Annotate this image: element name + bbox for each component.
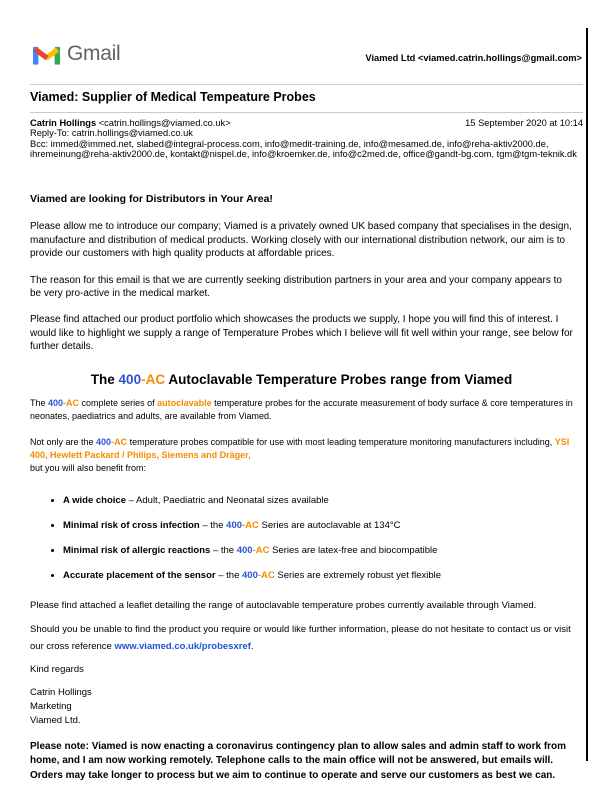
heading-post: Autoclavable Temperature Probes range from Viamed [165, 371, 513, 387]
email-subject: Viamed: Supplier of Medical Tempeature Probes [30, 90, 316, 104]
sender-name: Catrin Hollings [30, 118, 97, 128]
sender-email: <catrin.hollings@viamed.co.uk> [96, 118, 231, 128]
paragraph-compatibility: Not only are the 400-AC temperature probes compatible for use with most leading temperature monitoring manufacturers including, YSI 400, Hewlett Packard / Philips, Siemens and Dräger, but you will also benefit from: [30, 436, 582, 475]
gmail-logo [33, 42, 120, 66]
paragraph-product-portfolio: Please find attached our product portfolio which showcases the products we supply, I hope you will find this of interest. I would like to highlight we supply a range of Temperature Probes which I believe will fit well within your range, see below for further details. [30, 314, 573, 353]
sender-line [30, 118, 583, 128]
kind-regards: Kind regards [30, 664, 84, 676]
signature-block [30, 686, 573, 728]
probes-range-heading [30, 373, 573, 386]
benefits-list [30, 495, 573, 582]
divider-above-subject [30, 84, 583, 85]
gmail-print-header [33, 42, 582, 66]
email-date: 15 September 2020 at 10:14 [465, 118, 583, 128]
email-body [30, 193, 573, 792]
probesxref-link[interactable]: www.viamed.co.uk/probesxref [114, 640, 251, 652]
benefit-from-line: but you will also benefit from: [30, 463, 147, 474]
email-meta-block [30, 118, 583, 160]
note-text: Viamed is now enacting a coronavirus contingency plan to allow sales and admin staff to work from home, and I am now working remotely. Telephone calls to the main office will not be answered, but emails will. Orders may take longer to process but we aim to continue to operate and serve our customers as best we can. [30, 741, 567, 781]
coronavirus-note [30, 740, 573, 783]
heading-ac: -AC [141, 371, 166, 387]
p5-ac: -AC [111, 437, 128, 448]
heading-pre: The [90, 371, 119, 387]
sender-identity [30, 118, 231, 128]
reply-to-line [30, 128, 583, 138]
distributors-heading: Viamed are looking for Distributors in Your Area! [30, 193, 273, 205]
paragraph-introduce-company: Please allow me to introduce our company; Viamed is a privately owned UK based company that specialises in the design, manufacture and distribution of medical products. Working closely with our international distribution network, our aim is to provide our customers with high quality products at affordable prices. [30, 221, 572, 260]
p4-ac: -AC [63, 398, 80, 409]
reply-to-label: Reply-To: [30, 128, 72, 139]
signature-name: Catrin Hollings [30, 687, 92, 699]
p5-400: 400 [96, 437, 112, 448]
manufacturer-brands: YSI 400, Hewlett Packard / Philips, Siemens and Dräger, [30, 437, 570, 461]
gmail-logo-text: Gmail [67, 42, 121, 65]
gmail-m-icon [33, 44, 60, 65]
signature-company: Viamed Ltd. [30, 715, 81, 727]
benefit-allergic-reactions: • Minimal risk of allergic reactions – the 400-AC Series are latex-free and biocompatible [63, 545, 573, 557]
bcc-line [30, 139, 583, 160]
bcc-addresses: immed@immed.net, slabed@integral-process.com, info@medit-training.de, info@mesamed.de, info@reha-aktiv2000.de, ihremeinung@reha-aktiv2000.de, kontakt@nispel.de, info@kroemker.de, info@c2med.de, office@gandt-bg.com, tgm@tgm-teknik.dk [30, 138, 577, 160]
divider-below-subject [30, 112, 583, 113]
paragraph-complete-series: The 400-AC complete series of autoclavable temperature probes for the accurate measurement of body surface & core temperatures in neonates, paediatrics and adults, are available from Viamed. [30, 398, 573, 422]
benefit-sensor-placement: • Accurate placement of the sensor – the 400-AC Series are extremely robust yet flexible [63, 570, 573, 582]
benefit-cross-infection: • Minimal risk of cross infection – the 400-AC Series are autoclavable at 134°C [63, 520, 573, 532]
heading-400: 400 [118, 371, 142, 387]
reply-to-address: catrin.hollings@viamed.co.uk [71, 128, 193, 139]
bcc-label: Bcc: [30, 138, 51, 149]
benefit-wide-choice: • A wide choice – Adult, Paediatric and Neonatal sizes available [63, 495, 573, 507]
paragraph-leaflet: Please find attached a leaflet detailing the range of autoclavable temperature probes currently available through Viamed. [30, 600, 537, 612]
p4-400: 400 [48, 398, 64, 409]
paragraph-cross-reference: Should you be unable to find the product you require or would like further information, please do not hesitate to contact us or visit our cross reference www.viamed.co.uk/probesxref. [30, 623, 571, 652]
signature-role: Marketing [30, 701, 72, 713]
paragraph-reason-for-email: The reason for this email is that we are currently seeking distribution partners in your area and your company appears to be very pro-active in the medical market. [30, 274, 562, 300]
p4-autoclavable: autoclavable [157, 398, 212, 409]
account-identity: Viamed Ltd <viamed.catrin.hollings@gmail.com> [365, 53, 582, 63]
note-label: Please note: [30, 741, 89, 753]
page-right-border-line [586, 28, 588, 761]
